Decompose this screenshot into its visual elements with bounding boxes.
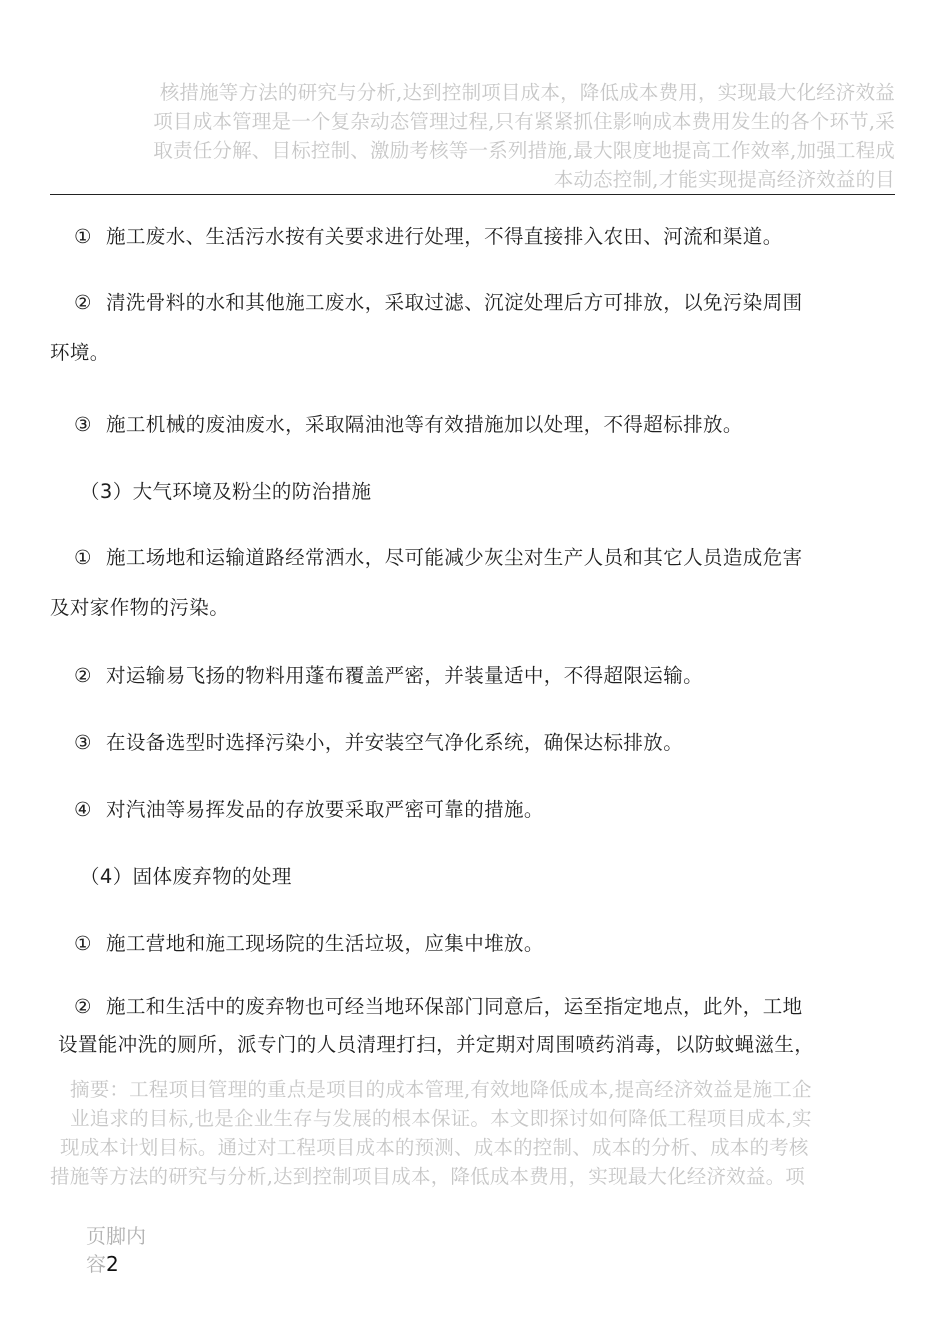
list-marker: ④ [74,798,92,821]
header-line: 取责任分解、目标控制、激励考核等一系列措施,最大限度地提高工作效率,加强工程成 [153,139,895,162]
paragraph-text: 施工废水、生活污水按有关要求进行处理，不得直接排入农田、河流和渠道。 [106,225,783,248]
section-title: 固体废弃物的处理 [132,865,292,888]
paragraph-text: 施工和生活中的废弃物也可经当地环保部门同意后，运至指定地点，此外，工地 [106,995,803,1018]
list-marker: ③ [74,413,92,436]
footer-label-line: 页脚内 [86,1224,146,1248]
list-item [50,919,919,969]
list-marker: ① [74,932,92,955]
list-item [50,785,919,835]
list-item [50,533,895,633]
footer-content-label [86,1222,166,1278]
paragraph-text: 在设备选型时选择污染小，并安装空气净化系统，确保达标排放。 [106,731,684,754]
list-item [50,651,919,701]
paragraph-text: 清洗骨料的水和其他施工废水，采取过滤、沉淀处理后方可排放，以免污染周围 [106,291,803,314]
footer-line: 措施等方法的研究与分析,达到控制项目成本，降低成本费用，实现最大化经济效益。项 [50,1165,805,1188]
header-divider [50,194,895,195]
list-marker: ② [74,995,92,1018]
list-marker: ① [74,546,92,569]
page-footer-watermark-text [50,1075,905,1191]
paragraph-text: 施工营地和施工现场院的生活垃圾，应集中堆放。 [106,932,544,955]
footer-line: 业追求的目标,也是企业生存与发展的根本保证。本文即探讨如何降低工程项目成本,实 [70,1107,812,1130]
list-item [50,400,919,450]
paragraph-continuation: 及对家作物的污染。 [50,596,230,619]
header-line: 本动态控制,才能实现提高经济效益的目 [553,168,895,191]
list-marker: ② [74,291,92,314]
paragraph-text: 对运输易飞扬的物料用蓬布覆盖严密，并装量适中，不得超限运输。 [106,664,704,687]
section-heading [50,467,925,517]
paragraph-continuation: 设置能冲洗的厕所，派专门的人员清理打扫，并定期对周围喷药消毒，以防蚊蝇滋生， [58,1033,815,1056]
section-number: （3） [80,480,133,503]
paragraph-text: 施工机械的废油废水，采取隔油池等有效措施加以处理，不得超标排放。 [106,413,743,436]
section-heading [50,852,925,902]
footer-line: 摘要：工程项目管理的重点是项目的成本管理,有效地降低成本,提高经济效益是施工企 [70,1078,812,1101]
page-number: 2 [106,1252,119,1276]
paragraph-text: 对汽油等易挥发品的存放要采取严密可靠的措施。 [106,798,544,821]
header-line: 项目成本管理是一个复杂动态管理过程,只有紧紧抓住影响成本费用发生的各个环节,采 [153,110,895,133]
footer-label-line: 容 [86,1252,106,1276]
list-marker: ① [74,225,92,248]
footer-line: 现成本计划目标。通过对工程项目成本的预测、成本的控制、成本的分析、成本的考核 [60,1136,809,1159]
list-marker: ② [74,664,92,687]
section-number: （4） [80,865,133,888]
section-title: 大气环境及粉尘的防治措施 [132,480,372,503]
list-item [50,988,895,1064]
list-item [50,278,895,378]
page-header-watermark-text [50,78,895,194]
list-marker: ③ [74,731,92,754]
paragraph-text: 施工场地和运输道路经常洒水，尽可能减少灰尘对生产人员和其它人员造成危害 [106,546,803,569]
header-line: 核措施等方法的研究与分析,达到控制项目成本，降低成本费用，实现最大化经济效益 [159,81,895,104]
list-item [50,718,919,768]
paragraph-continuation: 环境。 [50,341,110,364]
list-item [50,212,919,262]
